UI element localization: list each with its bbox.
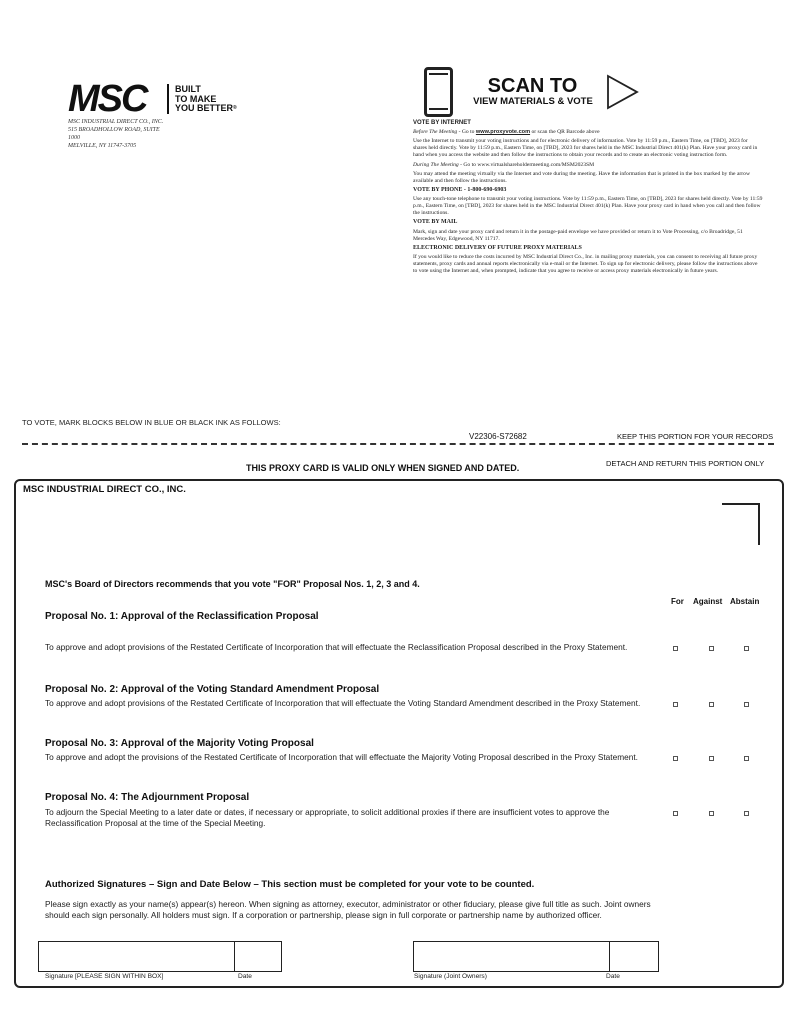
msc-logo: MSC — [68, 78, 147, 120]
proposal-2-text: To approve and adopt provisions of the Restated Certificate of Incorporation that will effectuate the Voting Standard Amendment described in the Proxy Statement. — [45, 698, 641, 708]
tagline-line-2: TO MAKE — [175, 93, 217, 104]
joint-date-label: Date — [606, 973, 620, 980]
proposal-2-against-checkbox[interactable] — [709, 702, 714, 707]
proposal-1-title: Proposal No. 1: Approval of the Reclassification Proposal — [45, 611, 319, 622]
proposal-4-title: Proposal No. 4: The Adjournment Proposal — [45, 792, 250, 803]
date-label: Date — [238, 973, 252, 980]
internet-heading: VOTE BY INTERNET — [413, 120, 471, 126]
card-company-name: MSC INDUSTRIAL DIRECT CO., INC. — [23, 484, 186, 495]
before-text-2: or scan the QR Barcode above — [530, 129, 600, 136]
proposal-3-abstain-checkbox[interactable] — [744, 756, 749, 761]
phone-icon — [424, 67, 453, 117]
during-body: You may attend the meeting virtually via the Internet and vote during the meeting. Have the information that is printed in the box marked by the arrow available and then follow the instructions. — [413, 170, 750, 184]
address-line-3: 1000 — [68, 135, 80, 141]
proposal-4-abstain-checkbox[interactable] — [744, 811, 749, 816]
before-text-1: - Go to — [457, 129, 476, 136]
proposal-1-abstain-checkbox[interactable] — [744, 646, 749, 651]
phone-body: Use any touch-tone telephone to transmit your voting instructions. Vote by 11:59 p.m., Eastern Time, on [TBD], 2023 for shares held directly. Vote by 11:59 p.m., Eastern Time, on [TBD], 2023 for shares held in the MSC Industrial Direct 401(k) Plan. Have your proxy card in hand when you call and then follow the instructions. — [413, 196, 763, 217]
corner-mark — [722, 503, 760, 545]
authorized-signatures-text: Please sign exactly as your name(s) appear(s) hereon. When signing as attorney, executor, administrator or other fiduciary, please give full title as such. Joint owners should each sign personally. All holders must sign. If a corporation or partnership, please sign in full corporate or partnership name by authorized officer. — [45, 899, 651, 920]
proposal-3-against-checkbox[interactable] — [709, 756, 714, 761]
proposal-1-for-checkbox[interactable] — [673, 646, 678, 651]
during-meeting-label: During The Meeting — [413, 161, 459, 168]
mark-instructions: TO VOTE, MARK BLOCKS BELOW IN BLUE OR BLACK INK AS FOLLOWS: — [22, 418, 281, 427]
mail-body: Mark, sign and date your proxy card and return it in the postage-paid envelope we have provided or return it to Vote Processing, c/o Broadridge, 51 Mercedes Way, Edgewood, NY 11717. — [413, 228, 743, 242]
during-meeting-text: - Go to www.virtualshareholdermeeting.com/MSM2023SM — [458, 161, 595, 168]
trademark-mark: ® — [233, 105, 237, 111]
before-meeting-line — [413, 129, 763, 136]
column-for: For — [671, 597, 684, 606]
proposal-2-abstain-checkbox[interactable] — [744, 702, 749, 707]
signature-label: Signature [PLEASE SIGN WITHIN BOX] — [45, 973, 164, 980]
mail-heading: VOTE BY MAIL — [413, 219, 458, 226]
authorized-signatures-title: Authorized Signatures – Sign and Date Below – This section must be completed for your vote to be counted. — [45, 879, 535, 890]
detach-return-label: DETACH AND RETURN THIS PORTION ONLY — [606, 459, 765, 468]
proposal-3-for-checkbox[interactable] — [673, 756, 678, 761]
scan-title: SCAN TO — [487, 75, 578, 97]
joint-signature-box[interactable] — [413, 941, 610, 972]
address-line-1: MSC INDUSTRIAL DIRECT CO., INC. — [68, 119, 164, 125]
proposal-2-title: Proposal No. 2: Approval of the Voting Standard Amendment Proposal — [45, 684, 380, 695]
voting-instructions — [413, 120, 763, 277]
control-code: V22306-S72682 — [466, 432, 530, 441]
board-recommendation: MSC's Board of Directors recommends that you vote "FOR" Proposal Nos. 1, 2, 3 and 4. — [45, 579, 420, 589]
edelivery-body: If you would like to reduce the costs incurred by MSC Industrial Direct Co., Inc. in mailing proxy materials, you can consent to receiving all future proxy statements, proxy cards and annual reports electronically via e-mail or the Internet. To sign up for electronic delivery, please follow the instructions above to vote using the Internet and, when prompted, indicate that you agree to receive or access proxy materials electronically in future years. — [413, 253, 758, 274]
proposal-3-text: To approve and adopt the provisions of the Restated Certificate of Incorporation that will effectuate the Majority Voting Proposal described in the Proxy Statement. — [45, 752, 638, 762]
play-arrow-icon — [606, 74, 640, 110]
tagline-line-1: BUILT — [175, 84, 201, 94]
logo-divider — [167, 84, 169, 114]
proposal-3-title: Proposal No. 3: Approval of the Majority Voting Proposal — [45, 738, 314, 749]
proposal-1-against-checkbox[interactable] — [709, 646, 714, 651]
detach-dashed-line — [22, 443, 774, 445]
proposal-1-text: To approve and adopt provisions of the Restated Certificate of Incorporation that will effectuate the Reclassification Proposal described in the Proxy Statement. — [45, 642, 628, 652]
column-against: Against — [693, 597, 723, 606]
logo-tagline — [175, 85, 237, 114]
signature-box[interactable] — [38, 941, 235, 972]
valid-notice: THIS PROXY CARD IS VALID ONLY WHEN SIGNED AND DATED. — [246, 463, 520, 473]
proxyvote-link[interactable]: www.proxyvote.com — [475, 129, 531, 136]
date-box[interactable] — [234, 941, 282, 972]
internet-body: Use the Internet to transmit your voting instructions and for electronic delivery of information. Vote by 11:59 p.m., Eastern Time, on [TBD], 2023 for shares held directly. Vote by 11:59 p.m., Eastern Time, on [TBD], 2023 for shares held in the MSC Industrial Direct 401(k) Plan. Have your proxy card in hand when you access the website and then follow the instructions to obtain your records and to create an electronic voting instruction form. — [413, 138, 758, 159]
proposal-4-text: To adjourn the Special Meeting to a later date or dates, if necessary or appropriate, to solicit additional proxies if there are insufficient votes to approve the Reclassification Proposal at the time of the Special Meeting. — [45, 807, 610, 828]
proposal-4-against-checkbox[interactable] — [709, 811, 714, 816]
proposal-2-for-checkbox[interactable] — [673, 702, 678, 707]
before-meeting-label: Before The Meeting — [413, 129, 458, 136]
phone-heading: VOTE BY PHONE - 1-800-690-6903 — [413, 186, 507, 193]
joint-date-box[interactable] — [609, 941, 659, 972]
address-line-4: MELVILLE, NY 11747-3705 — [68, 143, 137, 149]
scan-subtitle: VIEW MATERIALS & VOTE — [473, 96, 593, 107]
company-address — [68, 118, 188, 150]
proposal-4-for-checkbox[interactable] — [673, 811, 678, 816]
during-meeting-line — [413, 162, 763, 169]
column-abstain: Abstain — [730, 597, 760, 606]
joint-signature-label: Signature (Joint Owners) — [414, 973, 487, 980]
keep-portion-label: KEEP THIS PORTION FOR YOUR RECORDS — [614, 432, 776, 441]
address-line-2: 515 BROADHOLLOW ROAD, SUITE — [68, 127, 160, 133]
edelivery-heading: ELECTRONIC DELIVERY OF FUTURE PROXY MATERIALS — [413, 244, 582, 251]
tagline-line-3: YOU BETTER — [175, 103, 234, 113]
